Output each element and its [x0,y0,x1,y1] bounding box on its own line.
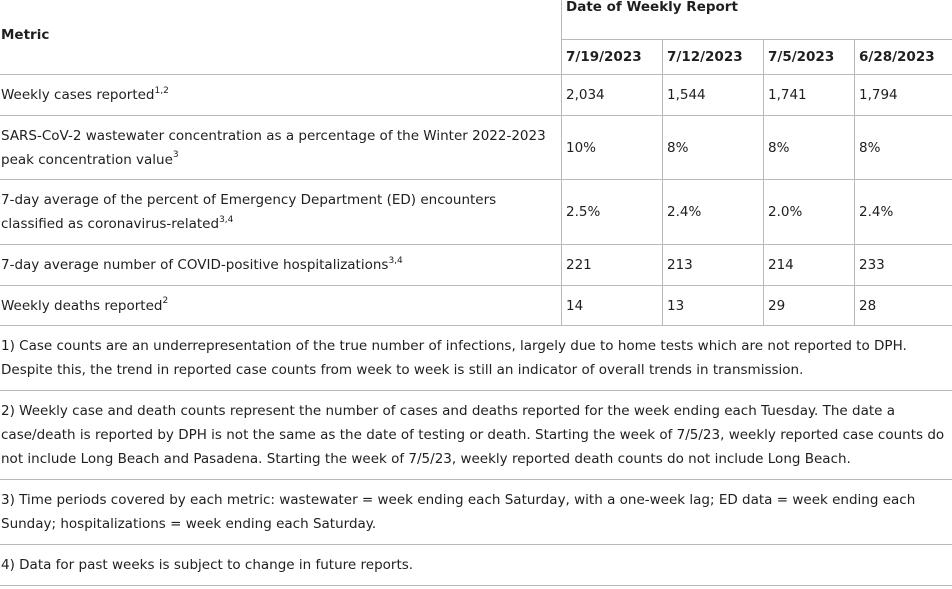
value-cell: 214 [764,245,855,286]
value-cell: 2.4% [855,180,952,245]
row-label-text: SARS-CoV-2 wastewater concentration as a percentage of the Winter 2022-2023 peak concentration value [1,127,546,168]
value-cell: 213 [663,245,764,286]
value-cell: 8% [855,116,952,180]
value-cell: 2.5% [562,180,663,245]
footnote-ref: 1,2 [154,85,169,96]
footnote-4: 4) Data for past weeks is subject to change in future reports. [0,545,952,586]
footnote-3: 3) Time periods covered by each metric: wastewater = week ending each Saturday, with a one-week lag; ED data = week ending each Sunday; hospitalizations = week ending each Saturday. [0,480,952,545]
footnote-row-4 [0,545,952,586]
row-label-ed-encounters [0,180,562,245]
footnote-2: 2) Weekly case and death counts represent the number of cases and deaths reported for the week ending each Tuesday. The date a case/death is reported by DPH is not the same as the date of testing or death. Starting the week of 7/5/23, weekly reported case counts do not include Long Beach and Pasadena. Starting the week of 7/5/23, weekly reported death counts do not include Long Beach. [0,391,952,480]
footnote-row-3 [0,480,952,545]
row-label-wastewater [0,116,562,180]
footnote-ref: 3,4 [388,255,403,266]
row-label-weekly-deaths [0,286,562,326]
row-label-weekly-cases [0,75,562,116]
value-cell: 10% [562,116,663,180]
value-cell: 2.4% [663,180,764,245]
value-cell: 1,544 [663,75,764,116]
footnote-1: 1) Case counts are an underrepresentation of the true number of infections, largely due to home tests which are not reported to DPH. Despite this, the trend in reported case counts from week to week is still an indicator of overall trends in transmission. [0,326,952,391]
value-cell: 14 [562,286,663,326]
value-cell: 29 [764,286,855,326]
footnote-ref: 3,4 [219,214,234,225]
footnote-row-1 [0,326,952,391]
value-cell: 221 [562,245,663,286]
table-row-hospitalizations [0,245,952,286]
header-row-top [0,0,952,40]
footnote-ref: 2 [162,296,169,306]
date-header-4: 6/28/2023 [855,40,952,75]
date-header-3: 7/5/2023 [764,40,855,75]
date-header-1: 7/19/2023 [562,40,663,75]
row-label-hospitalizations [0,245,562,286]
value-cell: 1,741 [764,75,855,116]
metric-column-header: Metric [0,0,562,75]
value-cell: 13 [663,286,764,326]
value-cell: 2.0% [764,180,855,245]
table-row-weekly-deaths [0,286,952,326]
row-label-text: Weekly deaths reported [1,297,163,314]
table-row-ed-encounters [0,180,952,245]
value-cell: 233 [855,245,952,286]
value-cell: 2,034 [562,75,663,116]
value-cell: 28 [855,286,952,326]
date-of-weekly-report-header: Date of Weekly Report [562,0,952,40]
table-row-wastewater [0,116,952,180]
table-row-weekly-cases [0,75,952,116]
footnote-ref: 3 [172,150,179,160]
row-label-text: 7-day average of the percent of Emergency Department (ED) encounters classified as coronavirus-related [1,192,497,232]
value-cell: 8% [764,116,855,180]
row-label-text: Weekly cases reported [1,87,155,103]
footnote-row-2 [0,391,952,480]
date-header-2: 7/12/2023 [663,40,764,75]
value-cell: 1,794 [855,75,952,116]
value-cell: 8% [663,116,764,180]
row-label-text: 7-day average number of COVID-positive hospitalizations [1,257,389,273]
